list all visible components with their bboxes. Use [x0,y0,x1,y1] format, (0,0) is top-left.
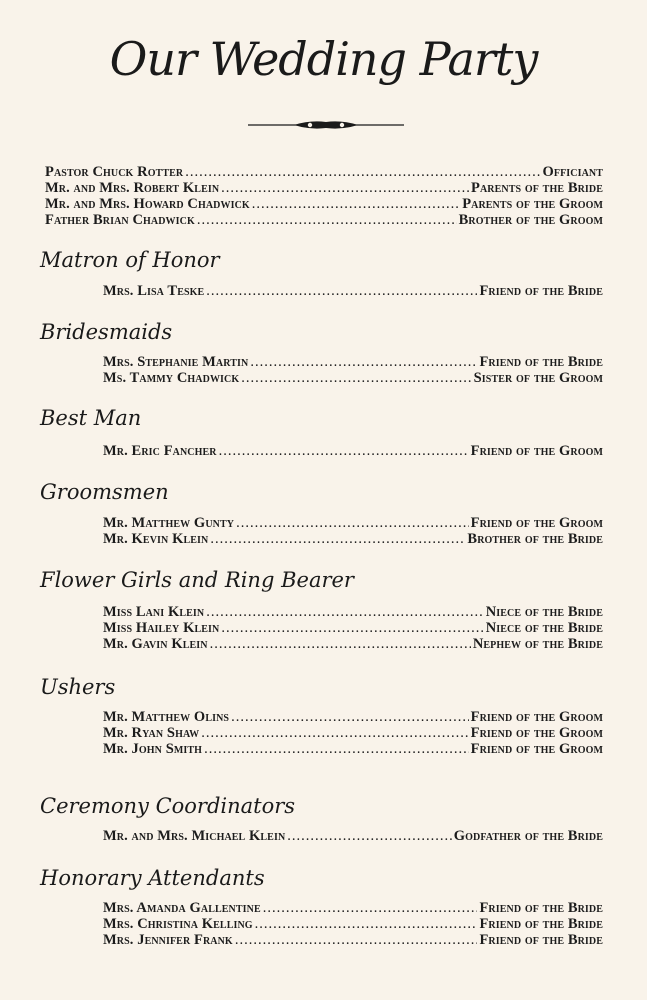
list-item: Mrs. Stephanie Martin ..... Friend of the Bride [103,354,603,370]
page-title: Our Wedding Party [109,32,538,86]
list-item: Miss Hailey Klein ..... Niece of the Bride [103,620,603,636]
list-item: Mr. Gavin Klein ..... Nephew of the Bride [103,636,603,652]
list-item: Miss Lani Klein ..... Niece of the Bride [103,604,603,620]
section-heading: Honorary Attendants [40,866,265,890]
list-item: Ms. Tammy Chadwick ..... Sister of the Groom [103,370,603,386]
list-item: Mr. Matthew Gunty ..... Friend of the Groom [103,515,603,531]
list-item: Mr. Kevin Klein ..... Brother of the Bride [103,531,603,547]
list-item: Mr. and Mrs. Howard Chadwick ..... Parents of the Groom [45,196,603,212]
list-item: Mr. and Mrs. Michael Klein ..... Godfather of the Bride [103,828,603,844]
list-item: Pastor Chuck Rotter ..... Officiant [45,164,603,180]
list-item: Mr. and Mrs. Robert Klein ..... Parents of the Bride [45,180,603,196]
list-item: Mrs. Christina Kelling ..... Friend of the Bride [103,916,603,932]
list-item: Mr. John Smith ..... Friend of the Groom [103,741,603,757]
section-heading: Groomsmen [40,480,169,504]
list-item: Father Brian Chadwick ..... Brother of the Groom [45,212,603,228]
section-heading: Matron of Honor [40,248,220,272]
section-heading: Ushers [40,675,116,699]
list-item: Mr. Eric Fancher ..... Friend of the Groom [103,443,603,459]
list-item: Mr. Matthew Olins ..... Friend of the Groom [103,709,603,725]
section-heading: Best Man [40,406,142,430]
section-heading: Flower Girls and Ring Bearer [40,568,354,592]
list-item: Mrs. Lisa Teske ..... Friend of the Bride [103,283,603,299]
list-item: Mr. Ryan Shaw ..... Friend of the Groom [103,725,603,741]
flourish-divider-icon [248,118,404,132]
list-item: Mrs. Jennifer Frank ..... Friend of the Bride [103,932,603,948]
list-item: Mrs. Amanda Gallentine ..... Friend of the Bride [103,900,603,916]
section-heading: Ceremony Coordinators [40,794,296,818]
section-heading: Bridesmaids [40,320,173,344]
